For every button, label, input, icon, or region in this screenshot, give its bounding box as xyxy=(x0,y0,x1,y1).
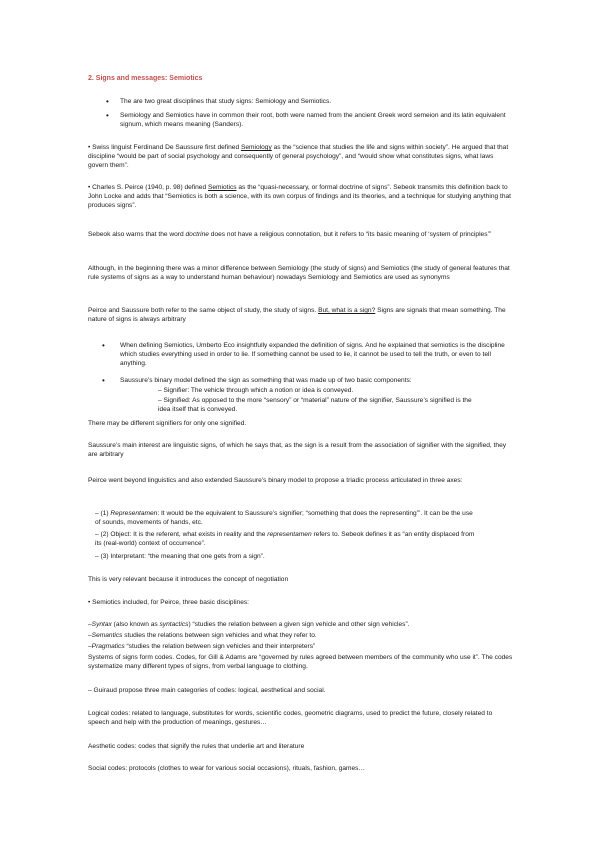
text: Sebeok also warns that the word xyxy=(88,231,186,238)
list-item xyxy=(102,376,515,385)
discipline-term: Pragmatics xyxy=(91,643,125,650)
list-item xyxy=(106,111,515,129)
bullet-icon: • xyxy=(102,341,105,350)
dash: – xyxy=(88,632,92,639)
discipline-term: syntactics xyxy=(159,621,189,628)
list-item xyxy=(106,97,515,106)
term-semiology: Semiology xyxy=(240,144,272,151)
list-item-text: Saussure’s binary model defined the sign as something that was made up of two basic components: xyxy=(120,377,412,384)
term-semiotics: Semiotics xyxy=(207,184,237,191)
paragraph-peirce-saussure xyxy=(88,306,513,324)
text: (also known as xyxy=(111,621,160,628)
paragraph-social-codes: Social codes: protocols (clothes to wear for various social occasions), rituals, fashion, games… xyxy=(88,765,366,772)
text: studies the relations between sign vehicles and what they refer to. xyxy=(122,632,317,639)
list-item-text: Semiology and Semiotics have in common their root, both were named from the ancient Greek word semeion and its latin equivalent signum, which means meaning (Sanders). xyxy=(120,112,506,129)
text: ) “studies the relation between a given sign vehicle and other sign vehicles”. xyxy=(188,621,410,628)
axis-text: : “the meaning that one gets from a sign”. xyxy=(144,553,265,560)
dash: – xyxy=(88,621,92,628)
bullet-icon: • xyxy=(106,97,109,106)
text: “studies the relation between sign vehicles and their interpreters” xyxy=(124,643,316,650)
discipline-term: Semantics xyxy=(91,632,123,639)
list-item xyxy=(102,341,515,369)
axis-representamen xyxy=(95,509,480,527)
axis-term: Object xyxy=(110,531,130,538)
paragraph-different-signifiers: There may be different signifiers for only one signified. xyxy=(88,420,247,427)
paragraph-although: Although, in the beginning there was a minor difference between Semiology (the study of signs) and Semiotics (the study of general features that rule systems of signs as a way to understand human behaviour) nowadays Semiology and Semiotics are used as synonyms xyxy=(88,265,510,282)
term-doctrine: doctrine xyxy=(185,231,209,238)
paragraph-saussure xyxy=(88,143,513,171)
axis-term: representamen xyxy=(267,531,312,538)
list-item-text: The are two great disciplines that study signs: Semiology and Semiotics. xyxy=(120,98,332,105)
what-is-a-sign: But, what is a sign? xyxy=(318,307,376,314)
list-item-text: When defining Semiotics, Umberto Eco insightfully expanded the definition of signs. And he explained that semiotics is the discipline which studies everything used in order to lie. If something cannot be used to lie, it cannot be used to tell the truth, or even to tell anything. xyxy=(120,342,505,368)
paragraph-codes-intro: Systems of signs form codes. Codes, for Gill & Adams are “governed by rules agreed between members of the community who use it”. The codes systematize many different types of signs, from verbal language to clothing. xyxy=(88,654,513,671)
text: as the “quasi-necessary, or formal doctrine of signs”. Sebeok transmits this definition back to John Locke and adds that “Semiotics is both a science, with its own corpus of findings and its theories, and a technique for studying anything that produces signs”. xyxy=(88,184,511,210)
section-heading: 2. Signs and messages: Semiotics xyxy=(88,75,203,82)
axis-number: – (2) xyxy=(95,531,111,538)
axis-term: Interpretant xyxy=(110,553,145,560)
discipline-syntax xyxy=(88,620,513,629)
axis-text: : It would be the equivalent to Saussure’s signifier; “something that does the representing”’. It can be the use of sounds, movements of hands, etc. xyxy=(95,510,473,527)
axis-interpretant xyxy=(95,552,480,561)
discipline-term: Syntax xyxy=(91,621,112,628)
component-signified: – Signified: As opposed to the more “sensory” or “material” nature of the signifier, Saussure’s signified is the idea itself that is conveyed. xyxy=(158,397,472,414)
text: • Swiss linguist Ferdinand De Saussure first defined xyxy=(88,144,241,151)
paragraph-logical-codes: Logical codes: related to language, substitutes for words, scientific codes, geometric diagrams, used to predict the future, closely related to speech and help with the production of meanings, gestures… xyxy=(88,710,493,727)
axis-object xyxy=(95,530,480,548)
dash: – xyxy=(88,643,92,650)
axis-number: – (1) xyxy=(95,510,111,517)
axis-number: – (3) xyxy=(95,553,111,560)
text: does not have a religious connotation, but it refers to “its basic meaning of ‘system of principles’” xyxy=(208,231,492,238)
text: Peirce and Saussure both refer to the same object of study, the study of signs. xyxy=(88,307,319,314)
paragraph-semiotics-included: • Semiotics included, for Peirce, three basic disciplines: xyxy=(88,599,249,606)
bullet-icon: • xyxy=(106,111,109,120)
paragraph-peirce xyxy=(88,183,513,211)
paragraph-sebeok xyxy=(88,230,513,239)
paragraph-peirce-beyond: Peirce went beyond linguistics and also extended Saussure’s binary model to propose a triadic process articulated in three axes: xyxy=(88,477,463,484)
axis-text: refers to. Sebeok defines it as “an entity displaced from its (real-world) context of occurrence”. xyxy=(95,531,475,548)
text: Signs are signals that mean something. The nature of signs is always arbitrary xyxy=(88,307,506,324)
paragraph-negotiation: This is very relevant because it introduces the concept of negotiation xyxy=(88,576,289,583)
component-signifier: – Signifier: The vehicle through which a notion or idea is conveyed. xyxy=(158,387,354,394)
axis-text: : It is the referent, what exists in reality and the xyxy=(129,531,268,538)
discipline-pragmatics xyxy=(88,642,513,651)
paragraph-saussure-interest: Saussure’s main interest are linguistic signs, of which he says that, as the sign is a result from the association of signifier with the signified, they are arbitrary xyxy=(88,442,507,459)
bullet-icon: • xyxy=(102,376,105,385)
discipline-semantics xyxy=(88,631,513,640)
axis-term: Representamen xyxy=(110,510,158,517)
paragraph-aesthetic-codes: Aesthetic codes: codes that signify the rules that underlie art and literature xyxy=(88,743,305,750)
paragraph-guiraud: – Guiraud propose three main categories of codes: logical, aesthetical and social. xyxy=(88,687,326,694)
text: • Charles S. Peirce (1940, p. 98) defined xyxy=(88,184,208,191)
text: as the “science that studies the life and signs within society”. He argued that that discipline “would be part of social psychology and consequently of general psychology”, and “would show what constitutes signs, what laws govern them”. xyxy=(88,144,509,170)
